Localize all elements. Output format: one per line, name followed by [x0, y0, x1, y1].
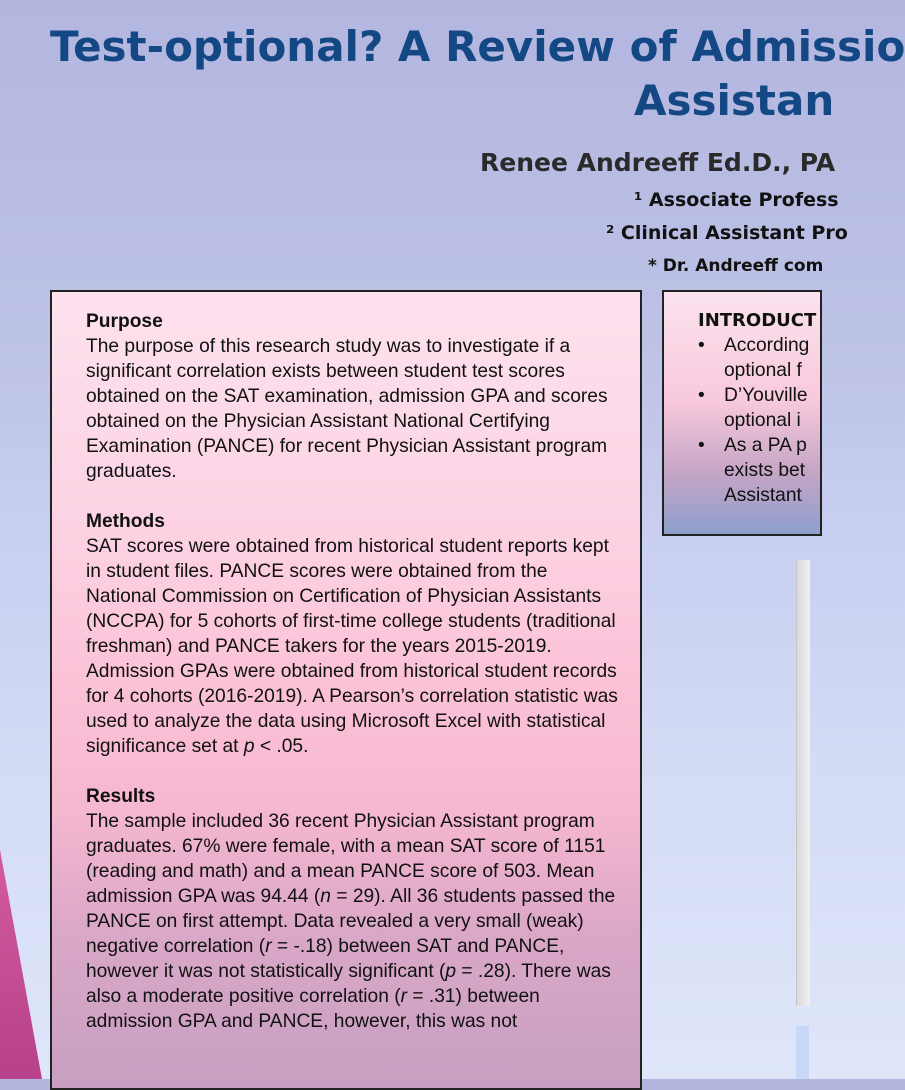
intro-item-line: exists bet: [724, 460, 806, 481]
methods-paragraph: [86, 534, 621, 759]
intro-item-line: As a PA p: [724, 435, 807, 456]
intro-item-line: optional f: [724, 360, 802, 381]
methods-text-b: < .05.: [254, 736, 309, 757]
intro-item-line: optional i: [724, 410, 801, 431]
affiliation-1: ¹ Associate Profess: [634, 189, 839, 211]
main-content-text: [86, 309, 621, 1034]
purpose-paragraph: The purpose of this research study was to investigate if a significant correlation exists between student test scores obtained on the SAT examination, admission GPA and scores obtained on the Physician Assistant National Certifying Examination (PANCE) for recent Physician Assistant program graduates.: [86, 336, 608, 482]
intro-item-line: Assistant: [724, 485, 802, 506]
figure-panel-edge: [796, 560, 810, 1006]
results-p-symbol: p: [445, 961, 457, 982]
results-heading: Results: [86, 786, 156, 807]
results-r-symbol-2: r: [400, 986, 408, 1007]
intro-list-item: [698, 383, 809, 433]
purpose-heading: Purpose: [86, 311, 163, 332]
results-text-3: = -.18) between SAT and PANCE, however it was not statistically significant (: [86, 936, 565, 982]
poster-title-line-1: Test-optional? A Review of Admissio: [50, 22, 905, 71]
results-text-1: The sample included 36 recent Physician Assistant program graduates. 67% were female, with a mean SAT score of 1151 (reading and math) and a mean PANCE score of 503. Mean admission GPA was 94.44 (: [86, 811, 606, 907]
section-spacer: [86, 759, 621, 784]
methods-text-a: SAT scores were obtained from historical student reports kept in student files. PANCE scores were obtained from the National Commission on Certification of Physician Assistants (NCCPA) for 5 cohorts of first-time college students (traditional freshman) and PANCE takers for the years 2015-2019. Admission GPAs were obtained from historical student records for 4 cohorts (2016-2019). A Pearson’s correlation statistic was used to analyze the data using Microsoft Excel with statistical significance set at: [86, 536, 618, 757]
affiliation-note: * Dr. Andreeff com: [648, 256, 824, 276]
introduction-list: [698, 333, 809, 508]
section-spacer: [86, 484, 621, 509]
affiliation-2: ² Clinical Assistant Pro: [606, 222, 848, 244]
bullet-icon: •: [698, 385, 705, 406]
intro-list-item: [698, 333, 809, 383]
introduction-heading: INTRODUCT: [698, 310, 817, 331]
results-n-symbol: n: [320, 886, 331, 907]
poster-title-line-2: Assistan: [634, 76, 835, 125]
bullet-icon: •: [698, 335, 705, 356]
results-paragraph: [86, 809, 621, 1034]
decorative-blue-strip: [796, 1026, 809, 1079]
intro-list-item: [698, 433, 809, 508]
results-text-4: = .28). There was also a moderate positive correlation (: [86, 961, 611, 1007]
methods-heading: Methods: [86, 511, 165, 532]
intro-item-line: D’Youville: [724, 385, 808, 406]
results-text-5: = .31) between admission GPA and PANCE, however, this was not: [86, 986, 540, 1032]
results-r-symbol-1: r: [265, 936, 272, 957]
intro-item-line: According: [724, 335, 810, 356]
bullet-icon: •: [698, 435, 705, 456]
results-text-2: = 29). All 36 students passed the PANCE on first attempt. Data revealed a very small (weak) negative correlation (: [86, 886, 616, 957]
methods-p-symbol: p: [243, 736, 255, 757]
author-name: Renee Andreeff Ed.D., PA: [480, 148, 836, 177]
decorative-pink-triangle: [0, 820, 42, 1079]
